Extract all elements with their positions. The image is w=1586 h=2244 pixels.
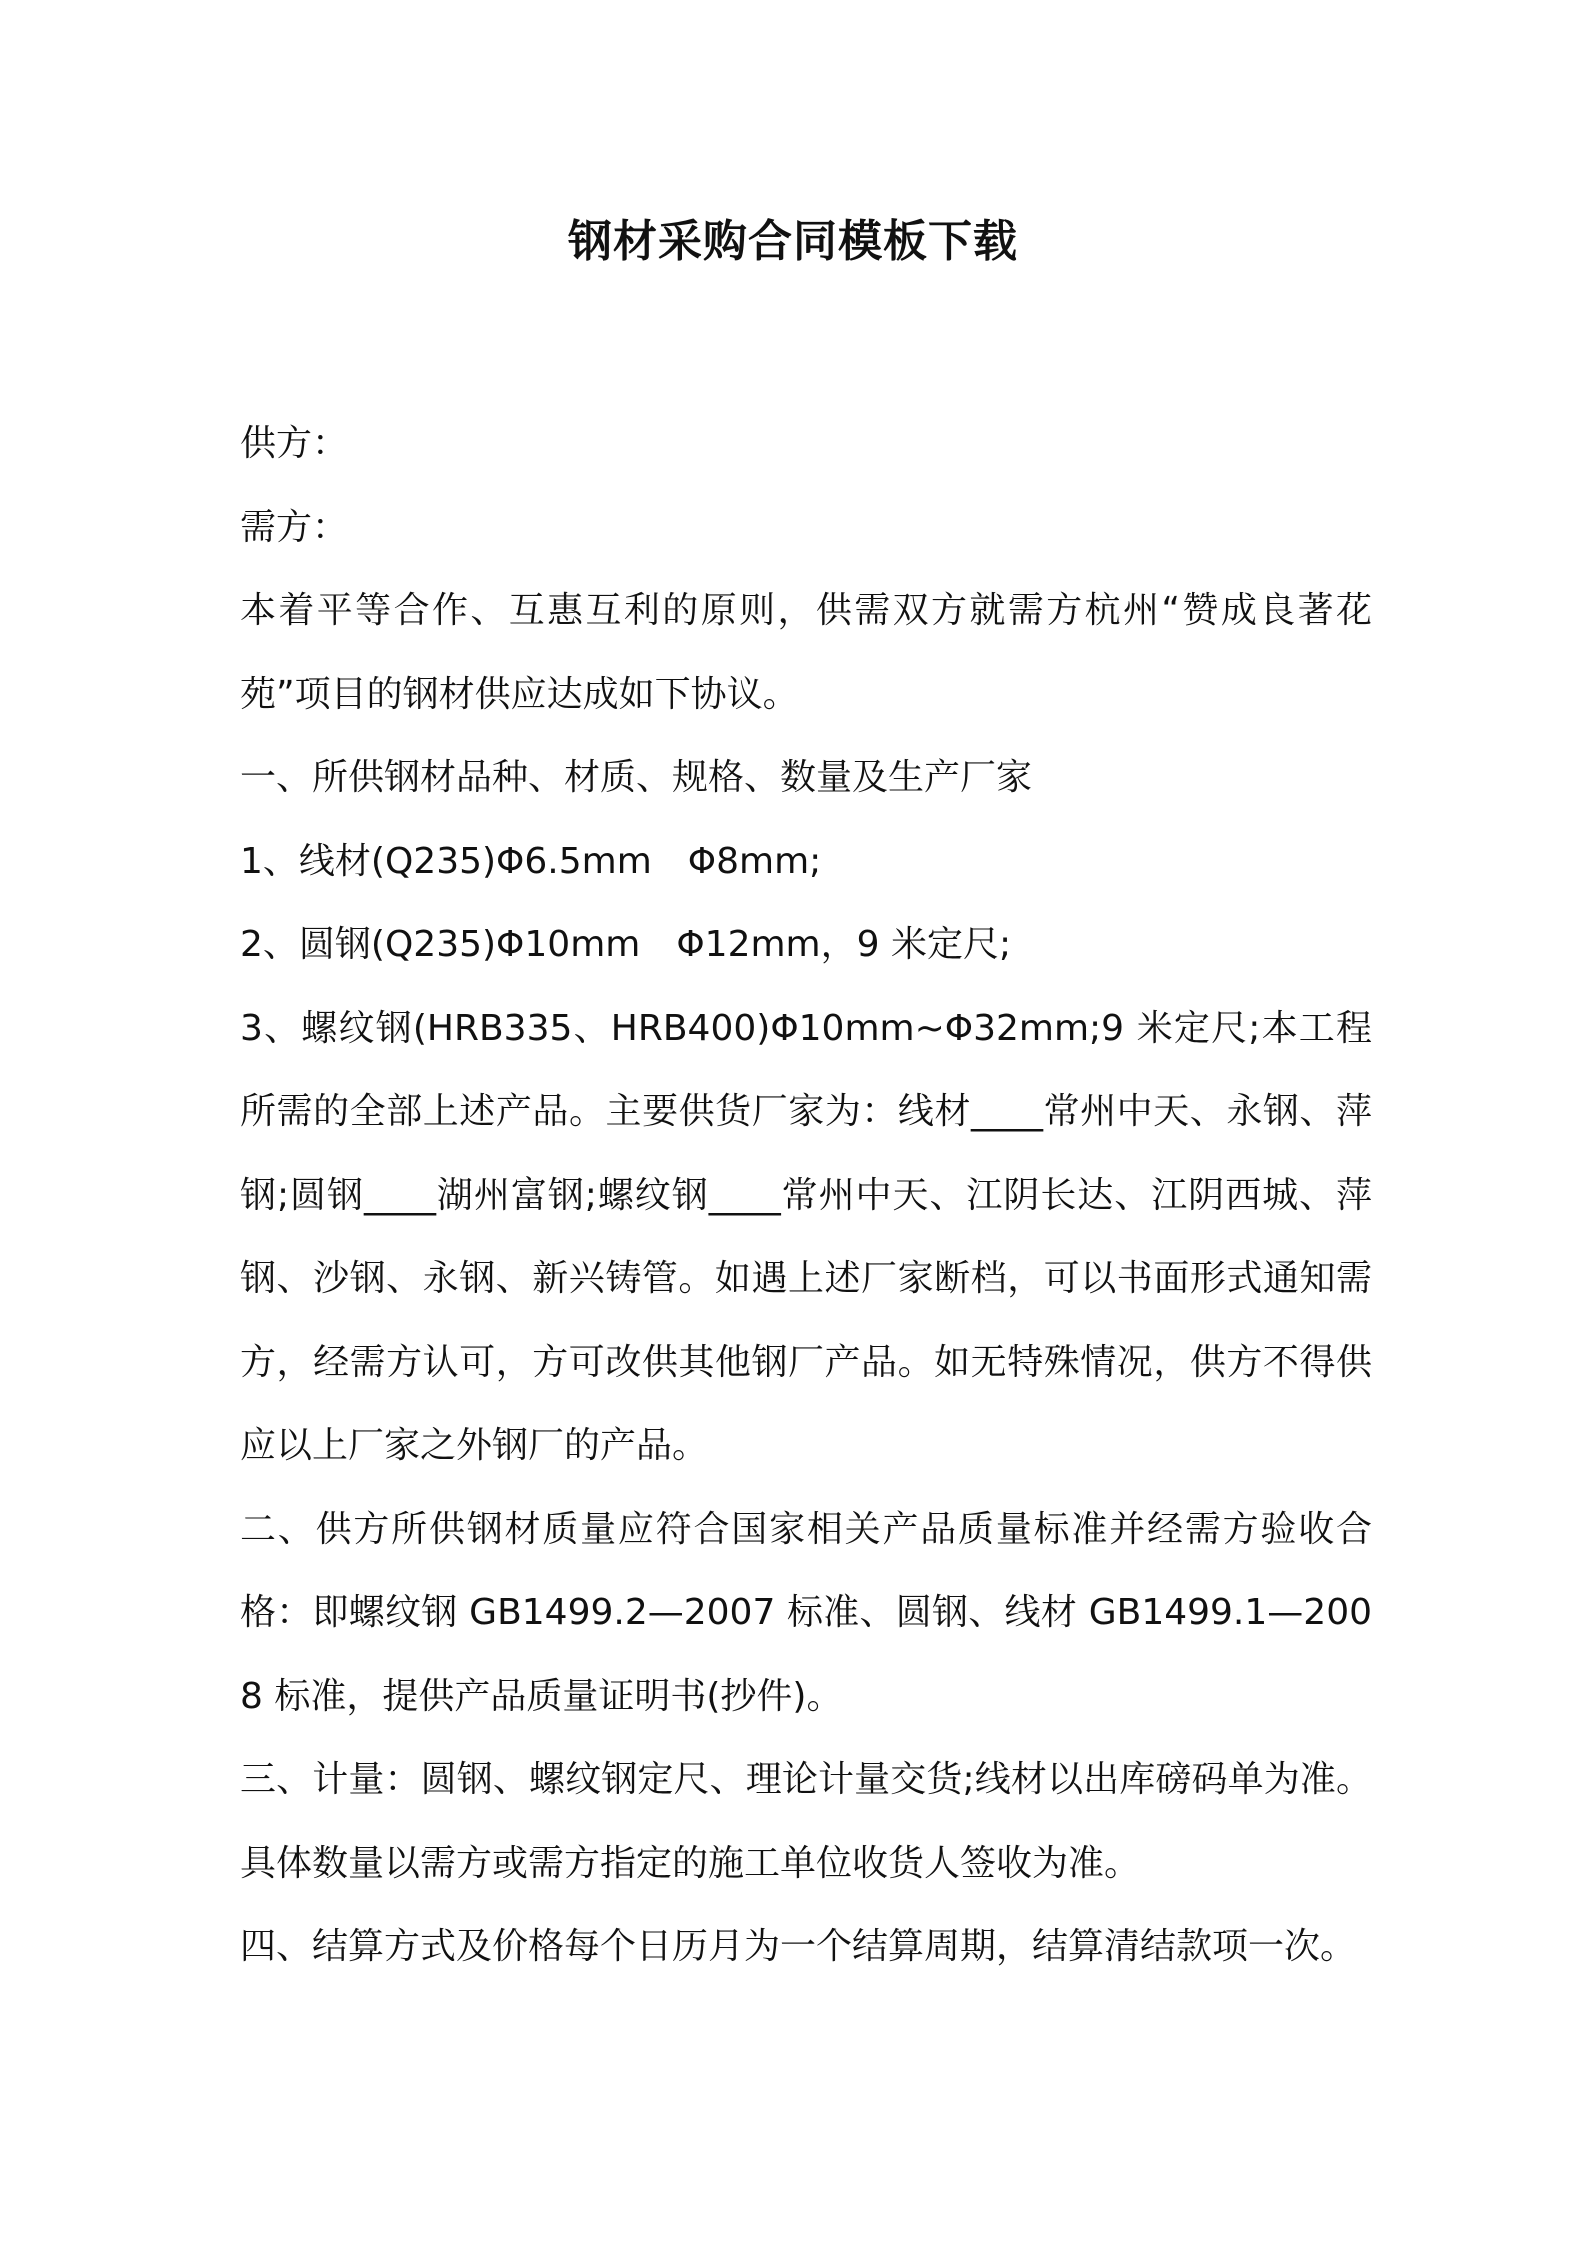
section-2-quality-paragraph: 二、供方所供钢材质量应符合国家相关产品质量标准并经需方验收合格：即螺纹钢 GB1499.2—2007 标准、圆钢、线材 GB1499.1—2008 标准，提供产品质量证明书(抄件)。 <box>240 1508 1372 1717</box>
preamble-paragraph: 本着平等合作、互惠互利的原则，供需双方就需方杭州“赞成良著花苑”项目的钢材供应达成如下协议。 <box>240 590 1372 715</box>
section-3-measurement-paragraph: 三、计量：圆钢、螺纹钢定尺、理论计量交货;线材以出库磅码单为准。具体数量以需方或需方指定的施工单位收货人签收为准。 <box>240 1759 1372 1884</box>
section-4-settlement-paragraph: 四、结算方式及价格每个日历月为一个结算周期，结算清结款项一次。 <box>240 1926 1357 1967</box>
supplier-line: 供方： <box>240 423 349 464</box>
item-2-round-steel: 2、圆钢(Q235)Φ10mm Φ12mm，9 米定尺; <box>240 924 1012 965</box>
item-3-rebar-paragraph: 3、螺纹钢(HRB335、HRB400)Φ10mm~Φ32mm;9 米定尺;本工程所需的全部上述产品。主要供货厂家为：线材____常州中天、永钢、萍钢;圆钢____湖州富钢;螺纹钢____常州中天、江阴长达、江阴西城、萍钢、沙钢、永钢、新兴铸管。如遇上述厂家断档，可以书面形式通知需方，经需方认可，方可改供其他钢厂产品。如无特殊情况，供方不得供应以上厂家之外钢厂的产品。 <box>240 1007 1372 1466</box>
buyer-line: 需方： <box>240 506 349 548</box>
section-1-heading: 一、所供钢材品种、材质、规格、数量及生产厂家 <box>240 757 1033 798</box>
document-title: 钢材采购合同模板下载 <box>568 216 1018 267</box>
item-1-wire-rod: 1、线材(Q235)Φ6.5mm Φ8mm; <box>240 840 822 882</box>
document-body <box>240 402 1372 1989</box>
